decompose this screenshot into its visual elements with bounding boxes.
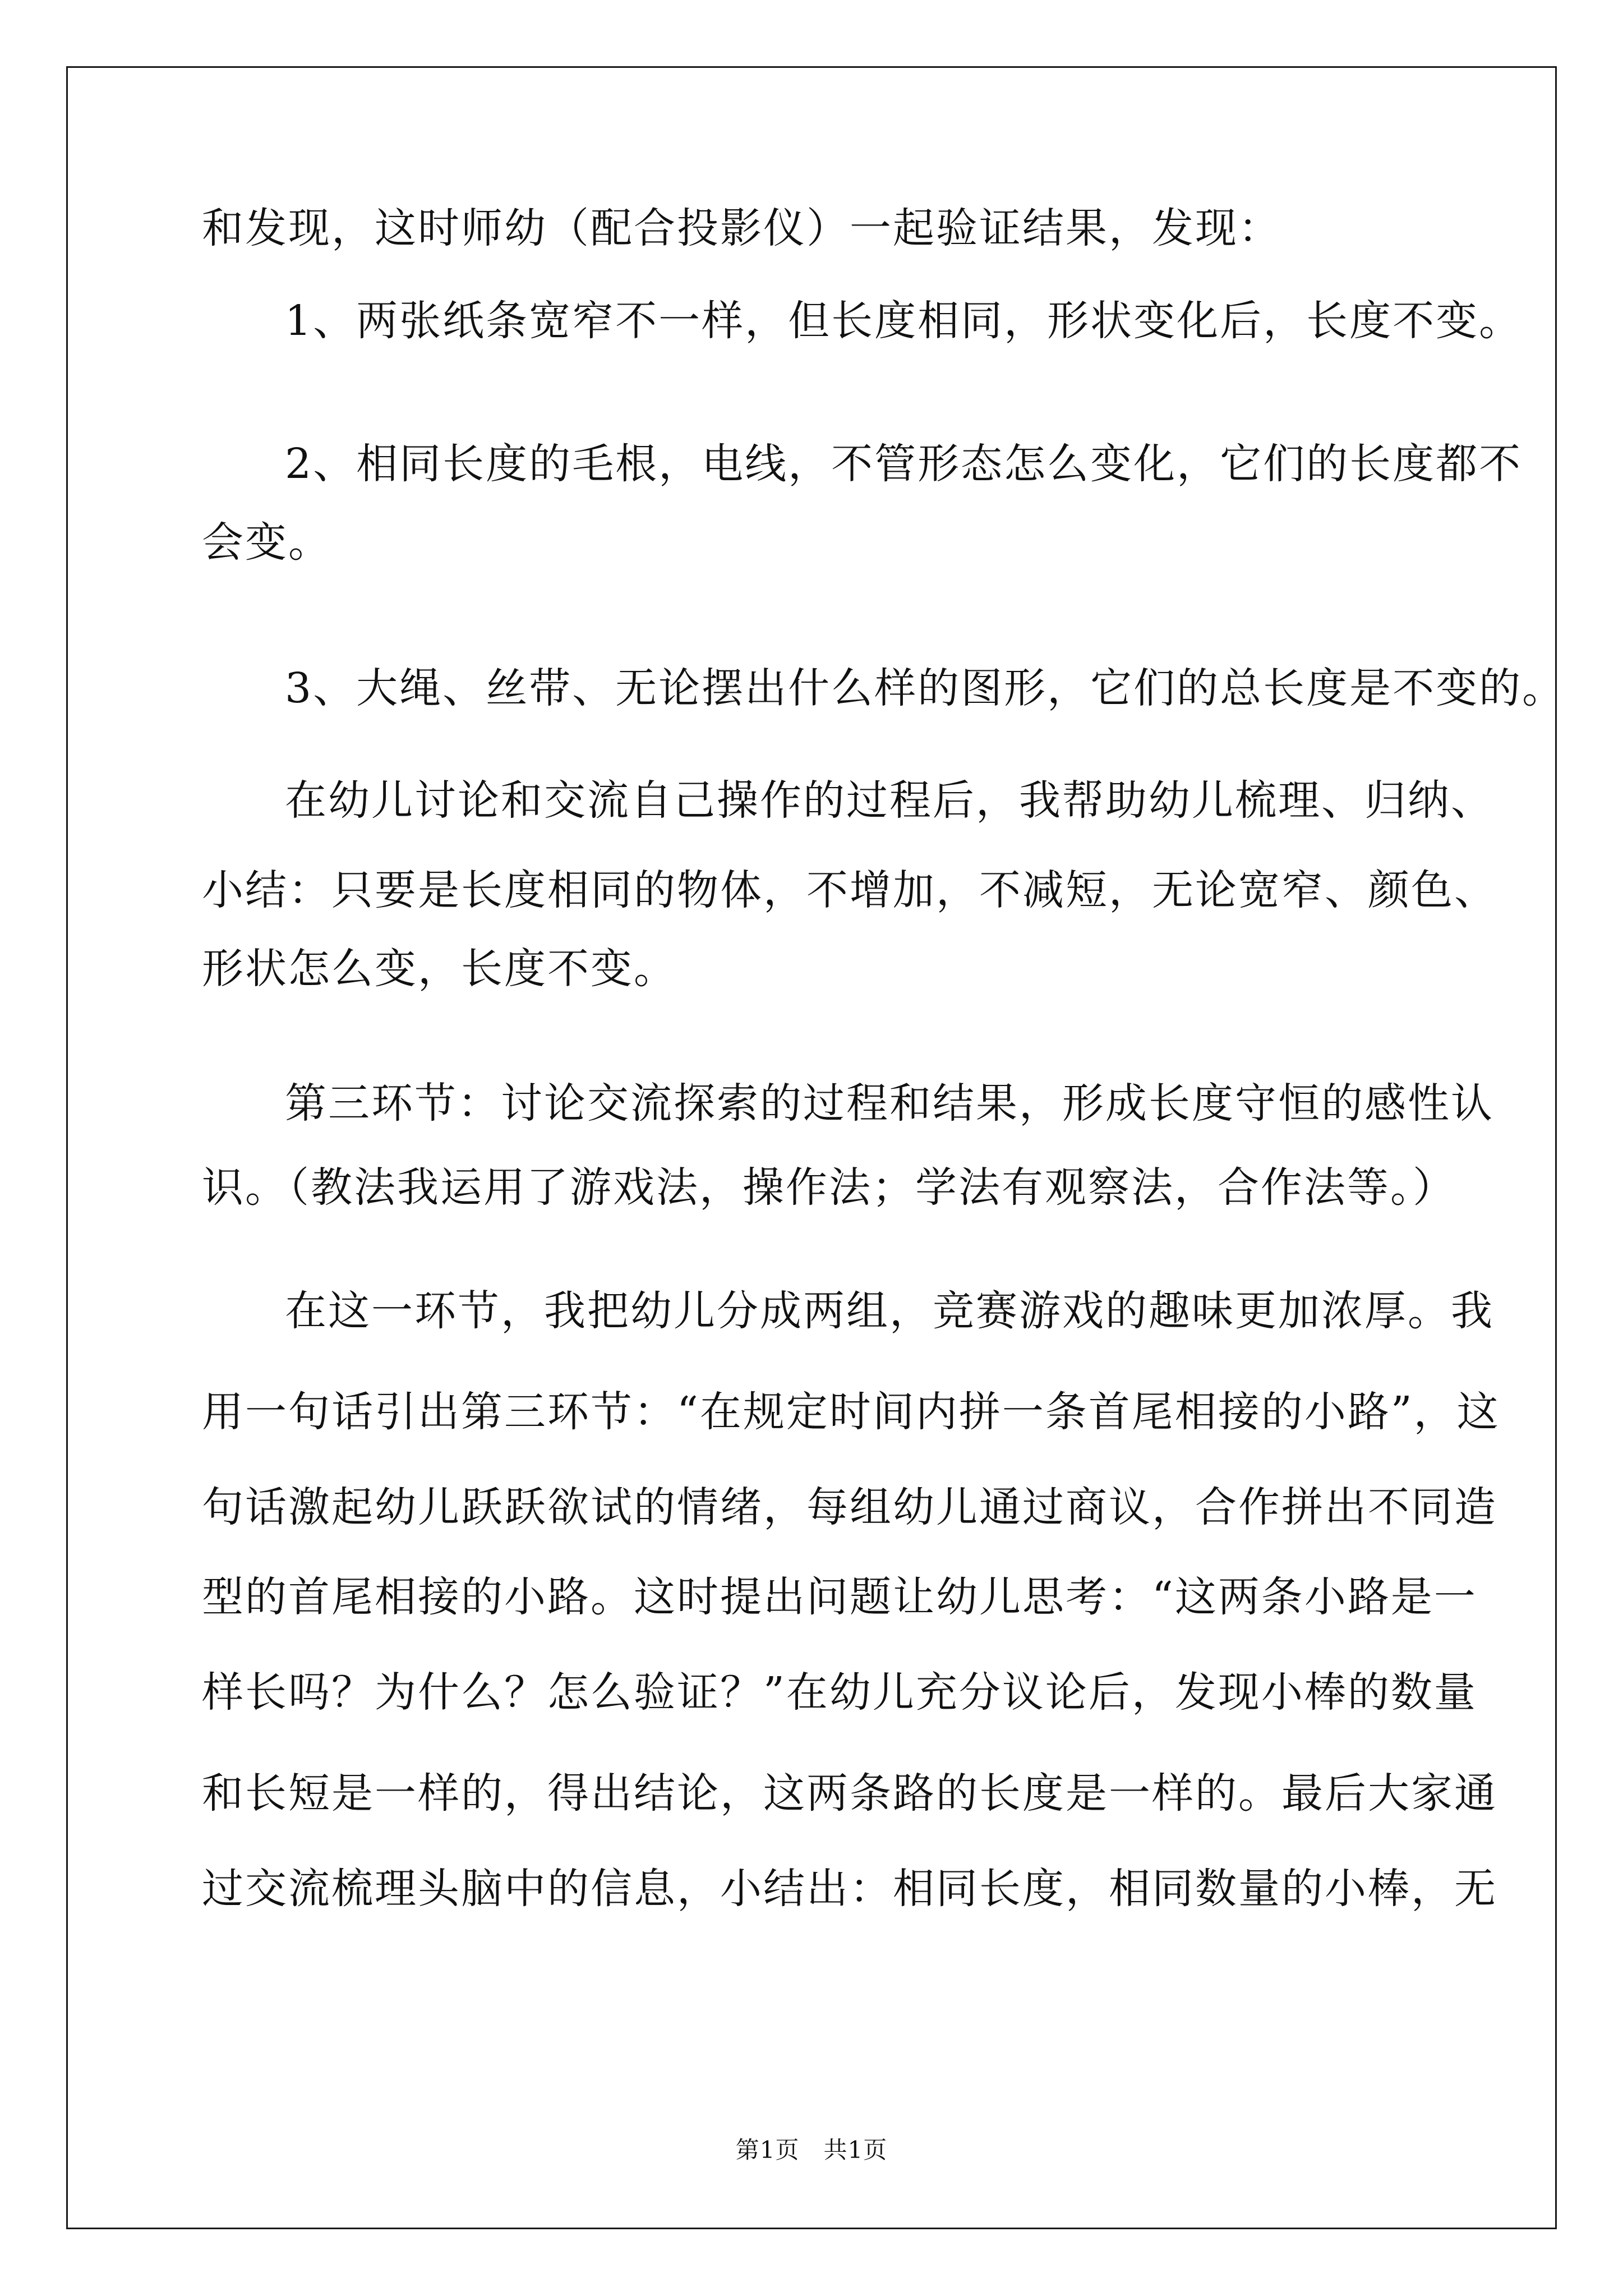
text-line: 2、相同长度的毛根，电线，不管形态怎么变化，它们的长度都不 [285, 440, 1523, 488]
text-line: 会变。 [202, 518, 331, 567]
text-line: 过交流梳理头脑中的信息，小结出：相同长度，相同数量的小棒，无 [202, 1865, 1497, 1913]
text-line: 样长吗？为什么？怎么验证？”在幼儿充分议论后，发现小棒的数量 [202, 1668, 1477, 1717]
text-line: 第三环节：讨论交流探索的过程和结果，形成长度守恒的感性认 [285, 1079, 1494, 1128]
text-line: 形状怎么变，长度不变。 [202, 945, 677, 993]
text-line: 和发现，这时师幼（配合投影仪）一起验证结果，发现： [202, 204, 1281, 252]
text-line: 识。（教法我运用了游戏法，操作法；学法有观察法，合作法等。） [202, 1163, 1456, 1212]
text-line: 3、大绳、丝带、无论摆出什么样的图形，它们的总长度是不变的。 [285, 664, 1566, 712]
text-line: 型的首尾相接的小路。这时提出问题让幼儿思考：“这两条小路是一 [202, 1573, 1477, 1621]
text-line: 句话激起幼儿跃跃欲试的情绪，每组幼儿通过商议，合作拼出不同造 [202, 1483, 1497, 1531]
text-line: 在幼儿讨论和交流自己操作的过程后，我帮助幼儿梳理、归纳、 [285, 776, 1494, 825]
text-line: 小结：只要是长度相同的物体，不增加，不减短，无论宽窄、颜色、 [202, 866, 1497, 914]
text-line: 用一句话引出第三环节：“在规定时间内拼一条首尾相接的小路”，这 [202, 1388, 1500, 1436]
text-line: 在这一环节，我把幼儿分成两组，竞赛游戏的趣味更加浓厚。我 [285, 1287, 1494, 1335]
text-line: 1、两张纸条宽窄不一样，但长度相同，形状变化后，长度不变。 [285, 297, 1523, 345]
text-line: 和长短是一样的，得出结论，这两条路的长度是一样的。最后大家通 [202, 1769, 1497, 1818]
page-number: 第1页 共1页 [735, 2136, 888, 2164]
